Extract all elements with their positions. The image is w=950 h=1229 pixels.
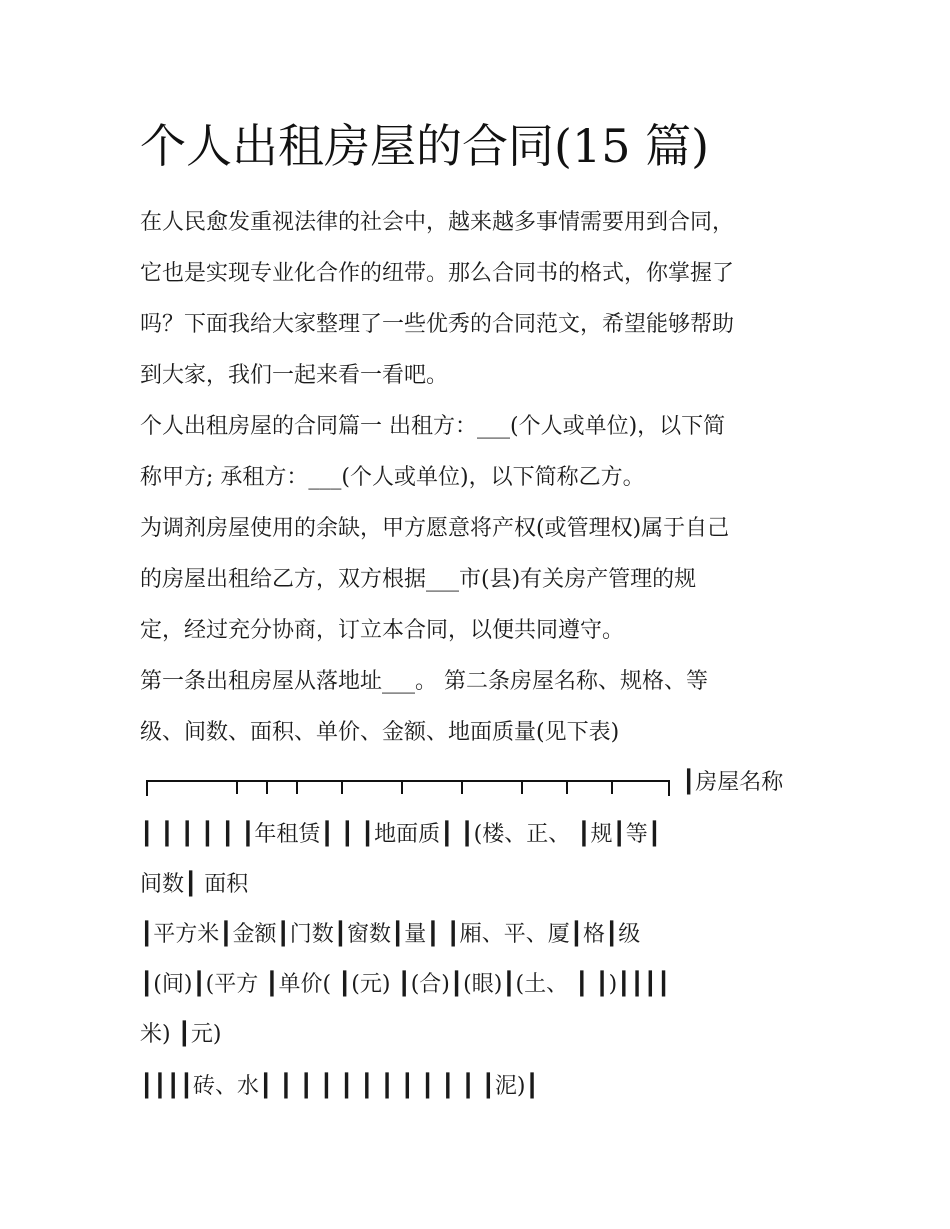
table-row-6: ┃┃┃┃砖、水┃ ┃ ┃ ┃ ┃ ┃ ┃ ┃ ┃ ┃ ┃ ┃泥)┃: [140, 1074, 539, 1099]
body-line-1: 在人民愈发重视法律的社会中，越来越多事情需要用到合同，: [140, 210, 735, 235]
body-line-11: 级、间数、面积、单价、金额、地面质量(见下表): [140, 720, 620, 745]
table-row-1: ┃ ┃ ┃ ┃ ┃ ┃年租赁┃ ┃ ┃地面质┃ ┃(楼、正、 ┃规┃等┃: [140, 822, 661, 847]
table-header-house-name: ┃房屋名称: [682, 770, 784, 795]
table-top-border: [146, 780, 670, 796]
document-title: [140, 116, 709, 176]
body-line-8: 的房屋出租给乙方，双方根据___市(县)有关房产管理的规: [140, 567, 697, 592]
table-row-2: 间数┃ 面积: [140, 872, 249, 897]
body-line-2: 它也是实现专业化合作的纽带。那么合同书的格式，你掌握了: [140, 261, 735, 286]
body-line-10: 第一条出租房屋从落地址___。 第二条房屋名称、规格、等: [140, 669, 708, 694]
body-line-9: 定，经过充分协商，订立本合同，以便共同遵守。: [140, 618, 625, 643]
body-line-7: 为调剂房屋使用的余缺，甲方愿意将产权(或管理权)属于自己: [140, 516, 730, 541]
body-line-6: 称甲方; 承租方：___(个人或单位)，以下简称乙方。: [140, 465, 645, 490]
title-text: 个人出租房屋的合同(15 篇): [140, 119, 710, 173]
table-row-5: 米) ┃元): [140, 1022, 222, 1047]
table-row-3: ┃平方米┃金额┃门数┃窗数┃量┃ ┃厢、平、厦┃格┃级: [140, 922, 641, 947]
body-line-5: 个人出租房屋的合同篇一 出租方：___(个人或单位)，以下简: [140, 414, 726, 439]
table-row-4: ┃(间)┃(平方 ┃单价( ┃(元) ┃(合)┃(眼)┃(土、 ┃ ┃)┃┃┃┃: [140, 972, 671, 997]
body-line-4: 到大家，我们一起来看一看吧。: [140, 363, 449, 388]
body-line-3: 吗？下面我给大家整理了一些优秀的合同范文，希望能够帮助: [140, 312, 735, 337]
